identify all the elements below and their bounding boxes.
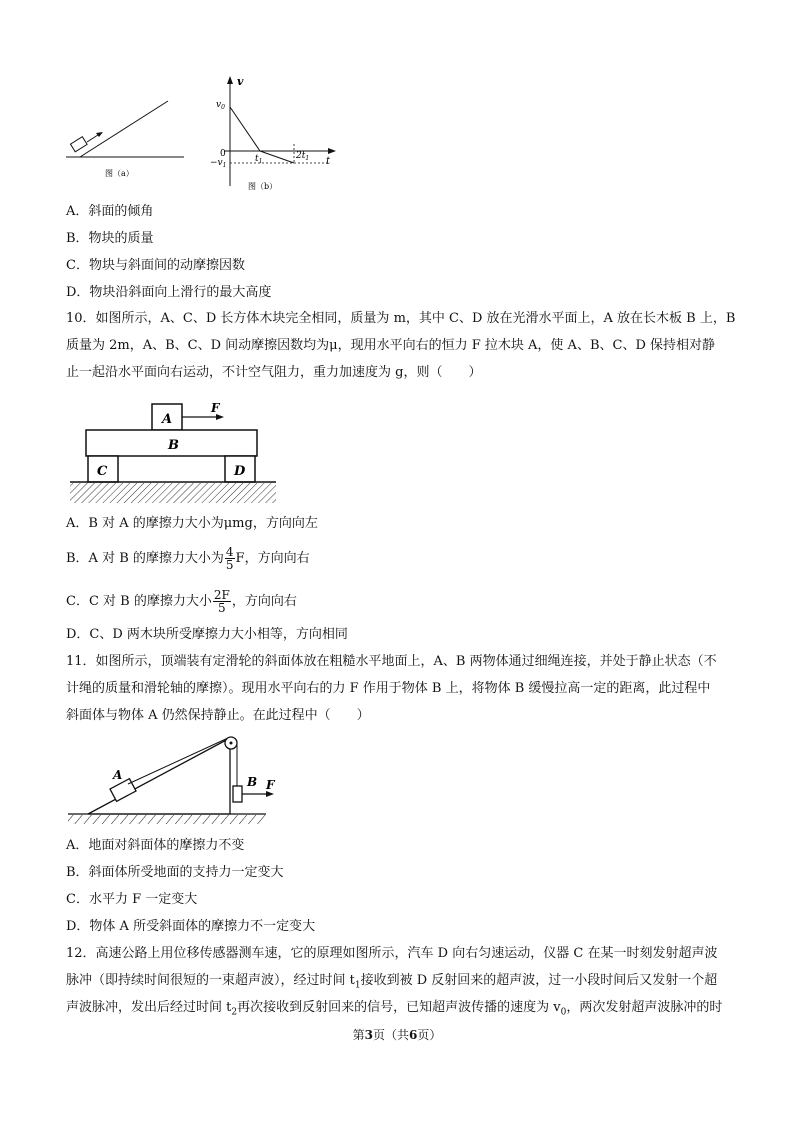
footer-prefix: 第 bbox=[352, 1028, 365, 1042]
q10-option-b-suffix: F，方向向右 bbox=[235, 551, 310, 566]
q10-option-b-fraction bbox=[225, 546, 235, 571]
q12-line3-text: 声波脉冲，发出后经过时间 t bbox=[66, 1000, 232, 1015]
q9-option-b: B．物块的质量 bbox=[66, 231, 154, 246]
q10-option-c bbox=[66, 589, 297, 614]
fig10-label-c: C bbox=[97, 464, 108, 479]
fig10-label-f: F bbox=[211, 401, 220, 415]
q12-line3-suffix: ，两次发射超声波脉冲的时 bbox=[566, 1000, 723, 1015]
fig-a-incline-line bbox=[80, 101, 168, 157]
q12-line3-subscript-2: 0 bbox=[560, 1007, 567, 1018]
fig11-incline-body bbox=[88, 738, 230, 814]
fig-b-axis-t-label: t bbox=[326, 156, 331, 167]
q10-option-a: A．B 对 A 的摩擦力大小为μmg，方向向左 bbox=[66, 516, 318, 531]
page-footer bbox=[0, 1026, 794, 1043]
footer-page-number: 3 bbox=[364, 1028, 373, 1042]
fig11-ground-hatch bbox=[68, 815, 266, 824]
q10-option-c-fraction bbox=[213, 589, 231, 614]
q9-option-c: C．物块与斜面间的动摩擦因数 bbox=[66, 258, 245, 273]
fig-b-axis-v-label: v bbox=[237, 75, 244, 88]
footer-total-pages: 6 bbox=[409, 1028, 418, 1042]
fig-b-deceleration-line bbox=[230, 107, 260, 151]
fig10-label-d: D bbox=[234, 464, 246, 479]
footer-middle: 页（共 bbox=[372, 1028, 409, 1042]
q11-option-b: B．斜面体所受地面的支持力一定变大 bbox=[66, 865, 284, 880]
fig-b-2t1-label: $2t_1$ bbox=[296, 151, 310, 162]
q12-line3-subscript-1: 2 bbox=[231, 1007, 238, 1018]
fig-b-caption: 图（b） bbox=[248, 182, 278, 190]
q12-stem-line-1: 12．高速公路上用位移传感器测车速，它的原理如图所示，汽车 D 向右匀速运动，仪器 C 在某一时刻发射超声波 bbox=[66, 946, 718, 961]
fig-b-neg-v1-label: $-v_1$ bbox=[210, 158, 227, 169]
q10-option-c-denominator: 5 bbox=[218, 601, 226, 615]
q12-stem-line-3 bbox=[66, 998, 728, 1023]
fig11-label-a: A bbox=[113, 768, 123, 782]
fig11-block-b bbox=[233, 786, 242, 802]
q11-option-a: A．地面对斜面体的摩擦力不变 bbox=[66, 838, 245, 853]
fig-b-v-arrow bbox=[227, 76, 233, 84]
figure-a-incline bbox=[60, 95, 190, 185]
q10-option-b-text: B．A 对 B 的摩擦力大小为 bbox=[66, 551, 224, 566]
q10-option-b-denominator: 5 bbox=[225, 558, 234, 572]
footer-suffix: 页） bbox=[417, 1028, 442, 1042]
fig11-label-f: F bbox=[266, 778, 275, 792]
fig10-label-a: A bbox=[162, 412, 173, 427]
figure-b-vt-graph bbox=[210, 72, 340, 190]
q12-line2-subscript: 1 bbox=[354, 980, 361, 991]
q10-stem-line-1: 10．如图所示，A、C、D 长方体木块完全相同，质量为 m，其中 C、D 放在光滑水平面上，A 放在长木板 B 上，B bbox=[66, 311, 736, 326]
q10-option-d: D．C、D 两木块所受摩擦力大小相等，方向相同 bbox=[66, 627, 348, 642]
fig-b-t1-label: $t_1$ bbox=[255, 154, 263, 165]
q11-option-c: C．水平力 F 一定变大 bbox=[66, 892, 198, 907]
q10-option-c-suffix: ，方向向右 bbox=[231, 594, 297, 609]
fig-b-t-arrow bbox=[328, 148, 336, 154]
q12-line3-middle: 再次接收到反射回来的信号，已知超声波传播的速度为 v bbox=[237, 1000, 561, 1015]
figure-q11-incline-pulley bbox=[66, 736, 296, 830]
q10-option-b-numerator: 4 bbox=[225, 545, 234, 559]
fig10-label-b: B bbox=[168, 438, 179, 453]
fig10-ground-hatch bbox=[70, 483, 276, 503]
q10-option-c-text: C．C 对 B 的摩擦力大小 bbox=[66, 594, 212, 609]
figure-q10-blocks bbox=[66, 398, 286, 508]
fig11-label-b: B bbox=[247, 775, 258, 789]
fig-a-block bbox=[70, 137, 87, 152]
fig11-pulley-axle bbox=[230, 742, 233, 745]
q12-line2-text: 脉冲（即持续时间很短的一束超声波），经过时间 t bbox=[66, 973, 355, 988]
q11-stem-line-1: 11．如图所示，顶端装有定滑轮的斜面体放在粗糙水平地面上，A、B 两物体通过细绳连接，并处于静止状态（不 bbox=[66, 654, 717, 669]
q12-stem-line-2 bbox=[66, 971, 728, 996]
q12-line2-suffix: 接收到被 D 反射回来的超声波，过一小段时间后又发射一个超 bbox=[360, 973, 718, 988]
q9-option-d: D．物块沿斜面向上滑行的最大高度 bbox=[66, 285, 272, 300]
fig-b-return-line bbox=[260, 151, 294, 163]
q10-option-c-numerator: 2F bbox=[213, 588, 230, 602]
q10-stem-line-2: 质量为 2m，A、B、C、D 间动摩擦因数均为μ，现用水平向右的恒力 F 拉木块 A，使 A、B、C、D 保持相对静 bbox=[66, 338, 716, 353]
fig-a-caption: 图（a） bbox=[105, 169, 134, 178]
q9-option-a: A．斜面的倾角 bbox=[66, 204, 154, 219]
fig-a-arrowhead bbox=[96, 132, 103, 137]
q11-option-d: D．物体 A 所受斜面体的摩擦力不一定变大 bbox=[66, 919, 316, 934]
q10-option-b bbox=[66, 546, 310, 571]
q11-stem-line-2: 计绳的质量和滑轮轴的摩擦）。现用水平向右的力 F 作用于物体 B 上，将物体 B 缓慢拉高一定的距离，此过程中 bbox=[66, 681, 711, 696]
q11-stem-line-3: 斜面体与物体 A 仍然保持静止。在此过程中（ ） bbox=[66, 708, 370, 723]
fig-b-v0-label: $v_0$ bbox=[216, 100, 225, 111]
q10-stem-line-3: 止一起沿水平面向右运动，不计空气阻力，重力加速度为 g，则（ ） bbox=[66, 365, 482, 380]
fig-b-origin-label: 0 bbox=[220, 149, 226, 159]
